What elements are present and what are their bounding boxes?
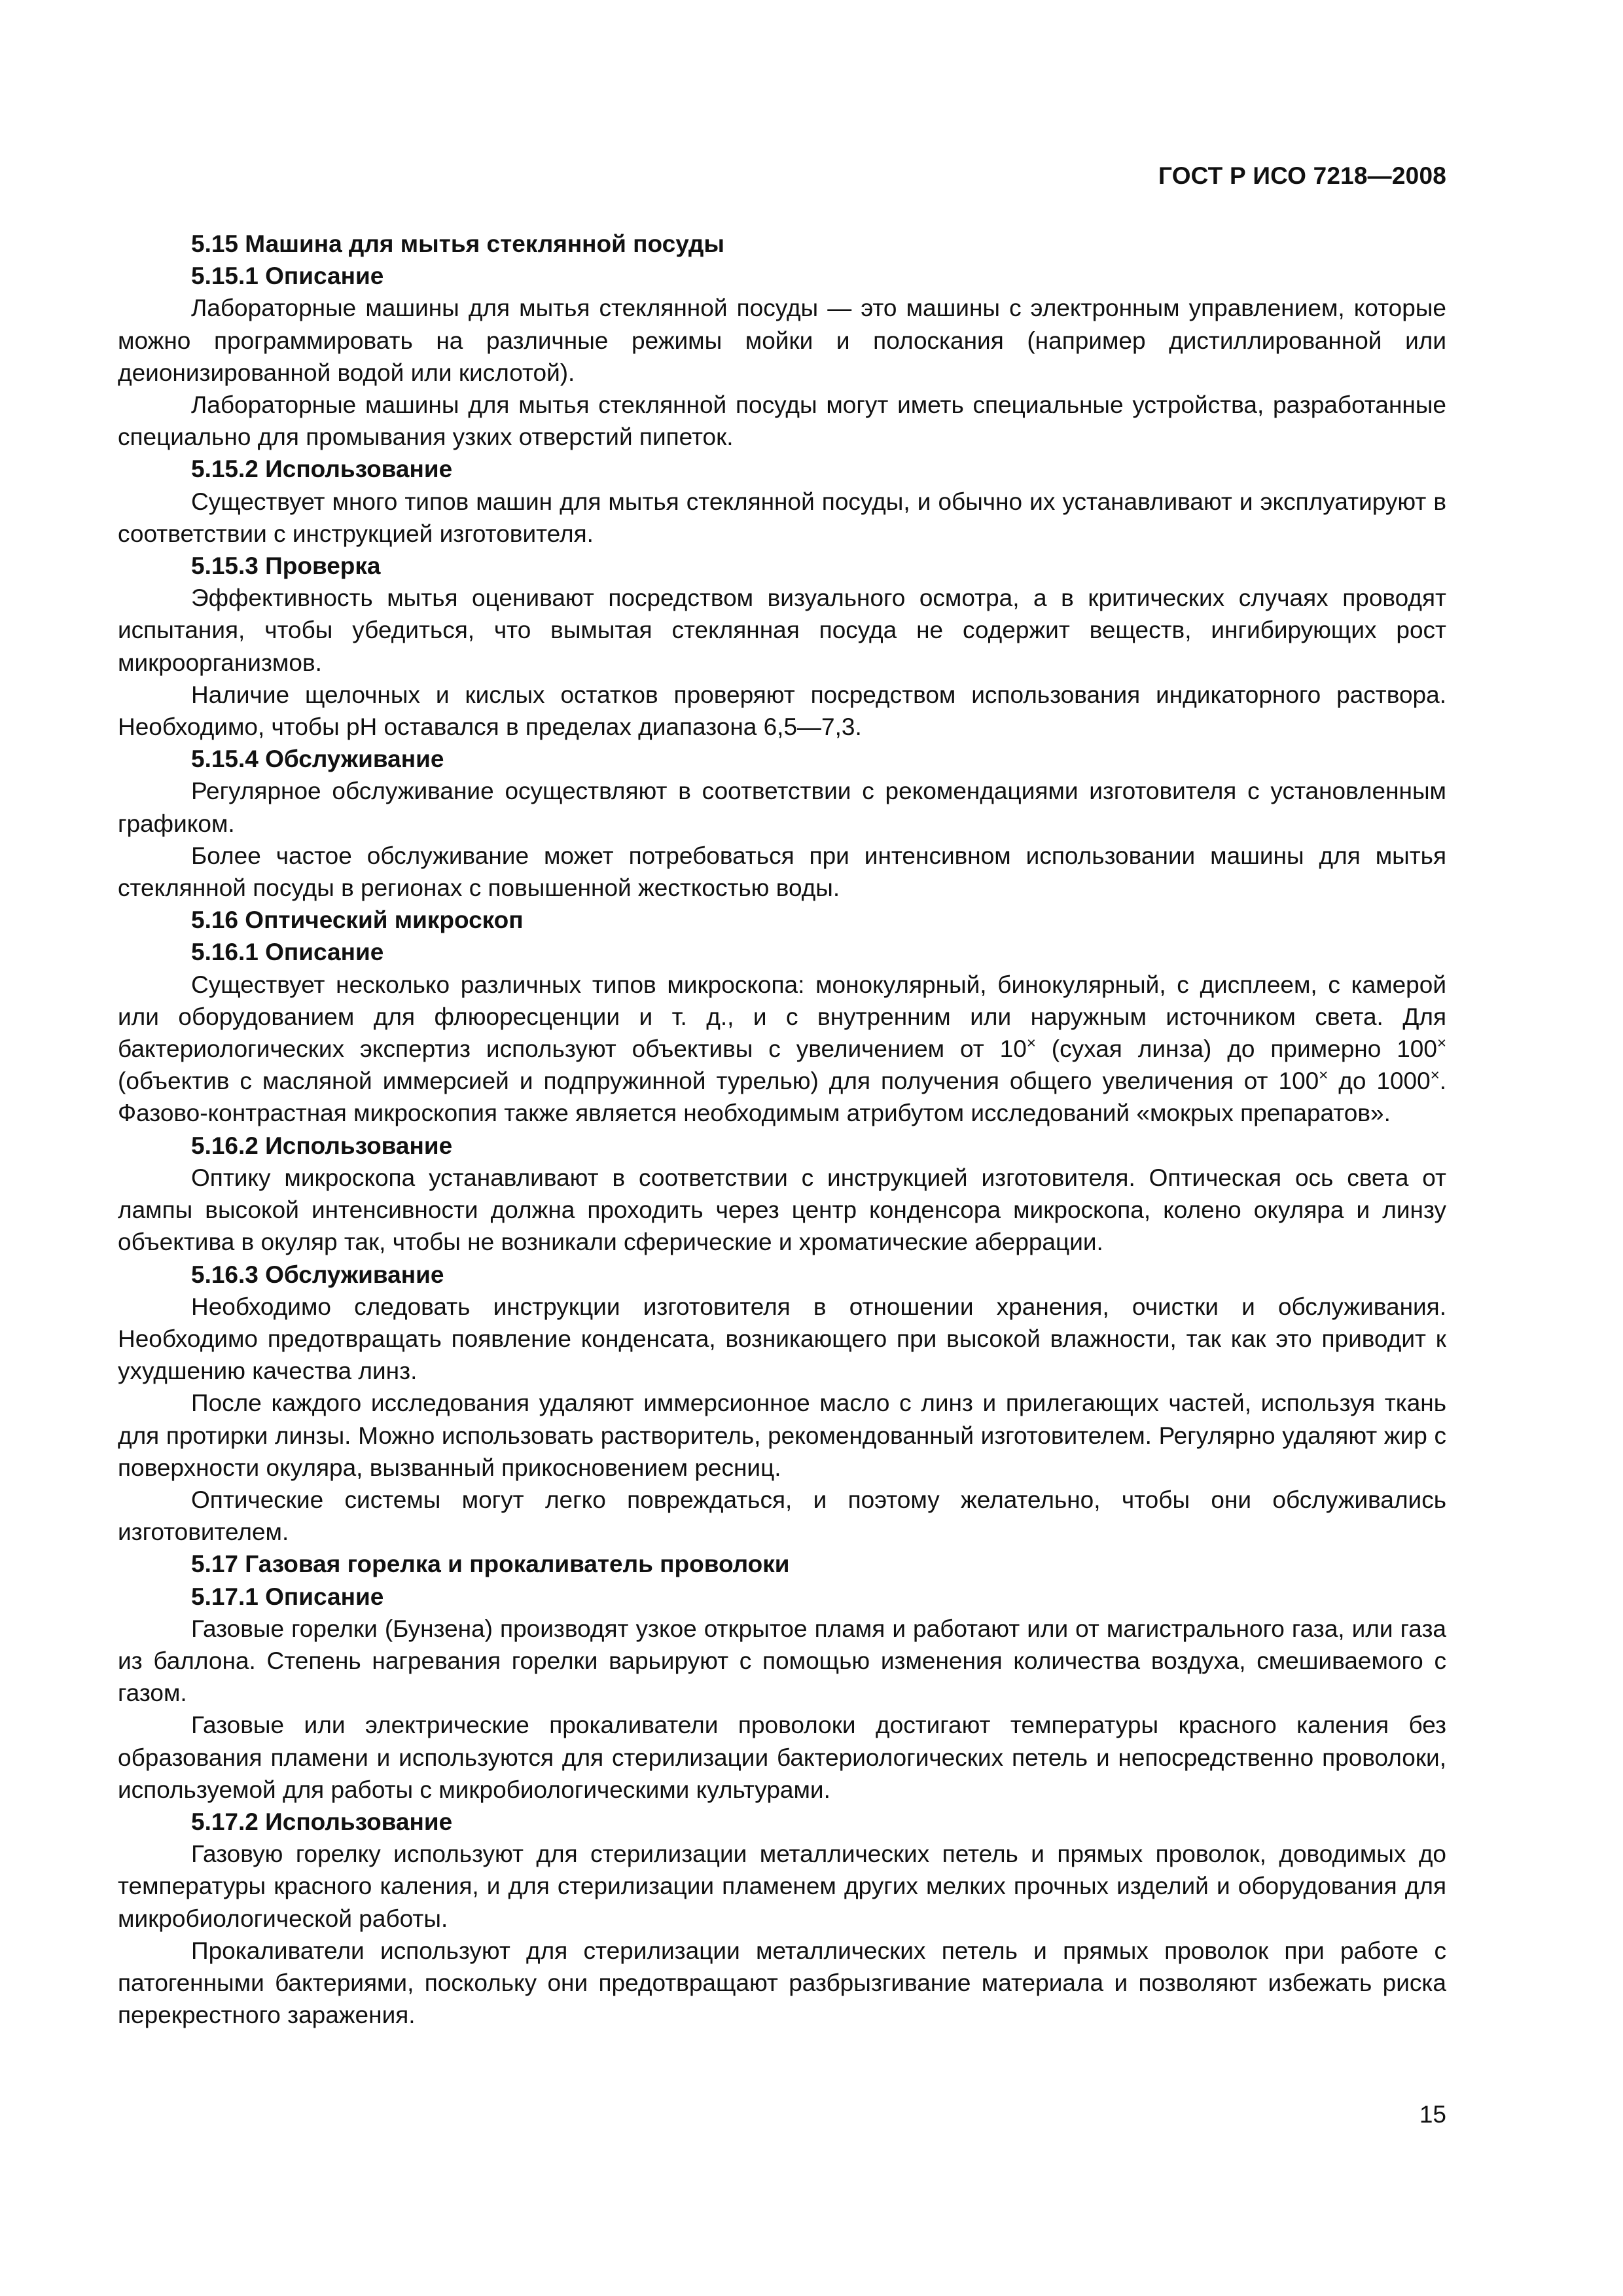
text-run: до 1000 (1328, 1067, 1431, 1095)
section-heading: 5.15.4 Обслуживание (191, 745, 444, 773)
paragraph: Газовые или электрические прокаливатели проволоки достигают температуры красного каления без образования пламени и используются для стерилизации бактериологических петель и непосредственно проволоки, используемой для работы с микробиологическими культурами. (118, 1712, 1446, 1803)
paragraph: Оптику микроскопа устанавливают в соответствии с инструкцией изготовителя. Оптическая ось света от лампы высокой интенсивности должна проходить через центр конденсора микроскопа, колено окуляра и линзу объектива в окуляр так, чтобы не возникали сферические и хроматические аберрации. (118, 1164, 1446, 1256)
section-heading: 5.17.1 Описание (191, 1583, 384, 1610)
page-number: 15 (1419, 2101, 1446, 2128)
paragraph: Наличие щелочных и кислых остатков проверяют посредством использования индикаторного раствора. Необходимо, чтобы pH оставался в пределах диапазона 6,5—7,3. (118, 681, 1446, 741)
section-heading: 5.16.3 Обслуживание (191, 1261, 444, 1288)
paragraph: Более частое обслуживание может потребоваться при интенсивном использовании машины для мытья стеклянной посуды в регионах с повышенной жесткостью воды. (118, 842, 1446, 902)
magnification-mark: × (1430, 1066, 1440, 1085)
document-body (118, 228, 1446, 2031)
magnification-mark: × (1436, 1034, 1446, 1052)
section-heading: 5.15.3 Проверка (191, 552, 381, 580)
section-heading: 5.15.2 Использование (191, 456, 453, 483)
section-heading: 5.16 Оптический микроскоп (191, 906, 524, 934)
magnification-mark: × (1026, 1034, 1036, 1052)
magnification-mark: × (1319, 1066, 1329, 1085)
paragraph: После каждого исследования удаляют иммерсионное масло с линз и прилегающих частей, используя ткань для протирки линзы. Можно использовать растворитель, рекомендованный изготовителем. Регулярно удаляют жир с поверхности окуляра, вызванный прикосновением ресниц. (118, 1390, 1446, 1481)
paragraph: Прокаливатели используют для стерилизации металлических петель и прямых проволок при работе с патогенными бактериями, поскольку они предотвращают разбрызгивание материала и позволяют избежать риска перекрестного заражения. (118, 1937, 1446, 2029)
paragraph: Регулярное обслуживание осуществляют в соответствии с рекомендациями изготовителя с установленным графиком. (118, 778, 1446, 837)
section-heading: 5.16.2 Использование (191, 1132, 453, 1159)
paragraph: Лабораторные машины для мытья стеклянной посуды могут иметь специальные устройства, разработанные специально для промывания узких отверстий пипеток. (118, 391, 1446, 451)
text-run: (объектив с масляной иммерсией и подпружинной турелью) для получения общего увеличения от 100 (118, 1067, 1319, 1095)
paragraph (118, 969, 1446, 1130)
text-run: (сухая линза) до примерно 100 (1035, 1035, 1437, 1063)
section-heading: 5.17.2 Использование (191, 1808, 453, 1835)
paragraph: Лабораторные машины для мытья стеклянной посуды — это машины с электронным управлением, которые можно программировать на различные режимы мойки и полоскания (например дистиллированной или деионизированной водой или кислотой). (118, 295, 1446, 386)
paragraph: Газовую горелку используют для стерилизации металлических петель и прямых проволок, доводимых до температуры красного каления, и для стерилизации пламенем других мелких прочных изделий и оборудования для микробиологической работы. (118, 1840, 1446, 1932)
text-run: Существует несколько различных типов микроскопа: монокулярный, бинокулярный, с дисплеем, с камерой или оборудованием для флюоресценции и т. д., и с внутренним или наружным источником света. Для бактериологических экспертиз используют объективы с увеличением от 10 (118, 971, 1446, 1063)
section-heading: 5.15 Машина для мытья стеклянной посуды (191, 230, 724, 257)
text-run: . Фазово-контрастная микроскопия также является необходимым атрибутом исследований «мокрых препаратов». (118, 1067, 1446, 1127)
paragraph: Необходимо следовать инструкции изготовителя в отношении хранения, очистки и обслуживания. Необходимо предотвращать появление конденсата, возникающего при высокой влажности, так как это приводит к ухудшению качества линз. (118, 1293, 1446, 1385)
page-header: ГОСТ Р ИСО 7218—2008 (1158, 162, 1446, 189)
paragraph: Существует много типов машин для мытья стеклянной посуды, и обычно их устанавливают и эксплуатируют в соответствии с инструкцией изготовителя. (118, 488, 1446, 547)
section-heading: 5.15.1 Описание (191, 262, 384, 290)
paragraph: Газовые горелки (Бунзена) производят узкое открытое пламя и работают или от магистрального газа, или газа из баллона. Степень нагревания горелки варьируют с помощью изменения количества воздуха, смешиваемого с газом. (118, 1615, 1446, 1707)
section-heading: 5.16.1 Описание (191, 939, 384, 966)
paragraph: Эффективность мытья оценивают посредством визуального осмотра, а в критических случаях проводят испытания, чтобы убедиться, что вымытая стеклянная посуда не содержит веществ, ингибирующих рост микроорганизмов. (118, 584, 1446, 676)
section-heading: 5.17 Газовая горелка и прокаливатель проволоки (191, 1551, 790, 1578)
paragraph: Оптические системы могут легко повреждаться, и поэтому желательно, чтобы они обслуживались изготовителем. (118, 1486, 1446, 1546)
